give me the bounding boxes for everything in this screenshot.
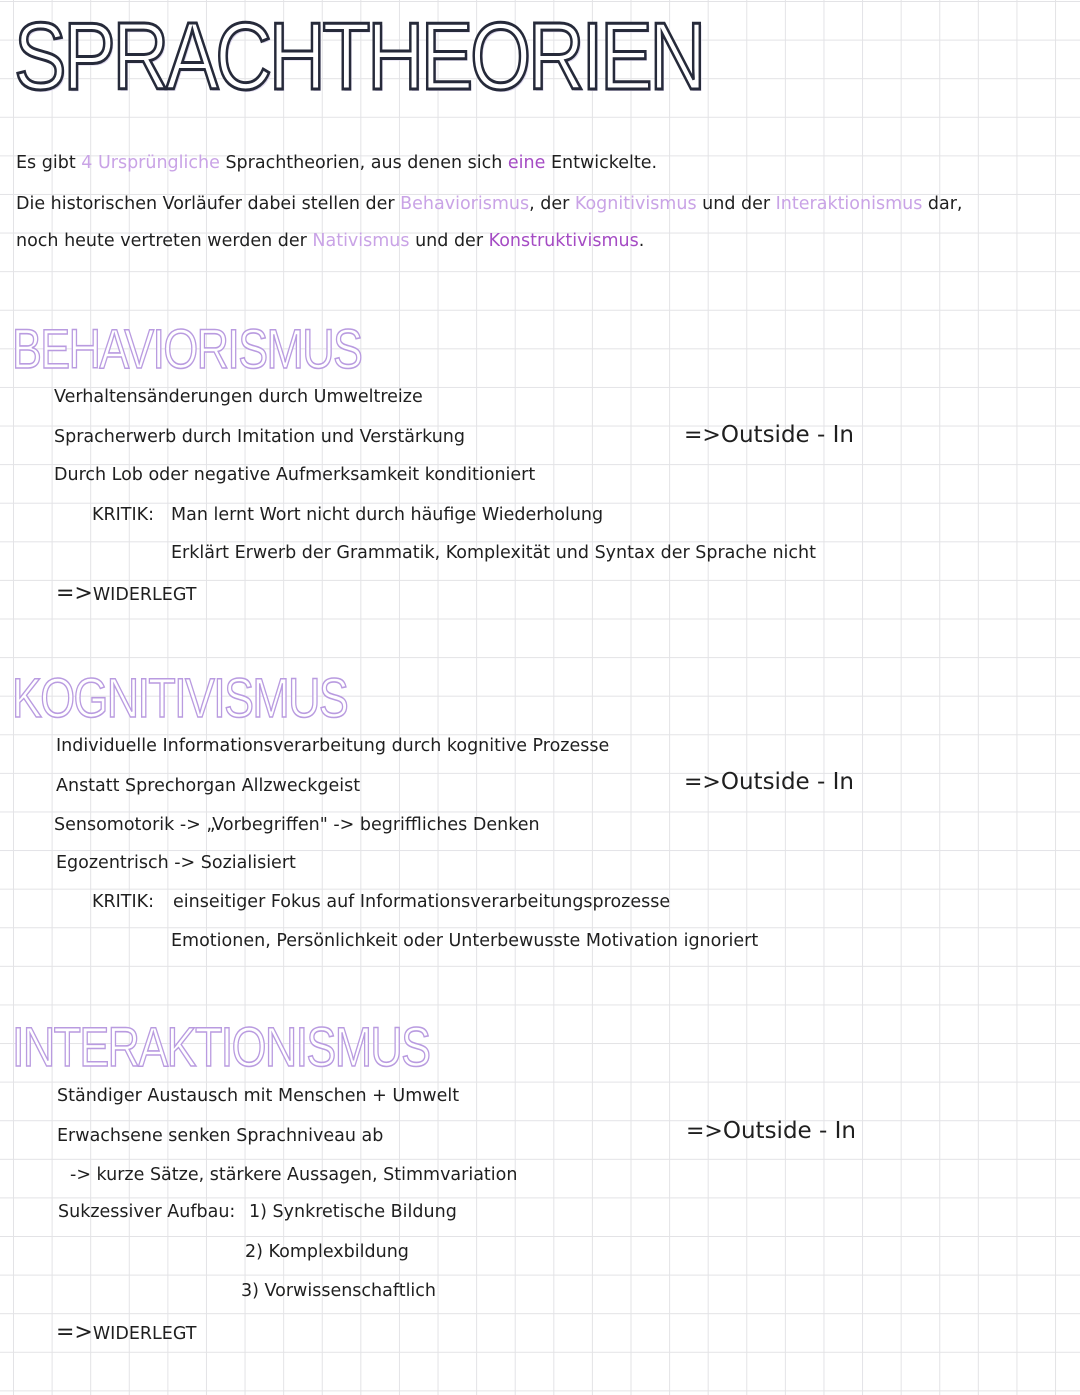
arrow-icon: => <box>56 581 93 606</box>
outside-in-tag <box>686 1118 856 1144</box>
arrow-icon: => <box>684 423 721 448</box>
arrow-icon: => <box>684 770 721 795</box>
intro-highlight: Interaktionismus <box>775 194 923 214</box>
intro-text: und der <box>409 231 489 251</box>
list-item: Durch Lob oder negative Aufmerksamkeit konditioniert <box>54 465 536 485</box>
aufbau-item: 1) Synkretische Bildung <box>249 1202 457 1222</box>
kritik-item: Erklärt Erwerb der Grammatik, Komplexität und Syntax der Sprache nicht <box>171 543 816 563</box>
intro-highlight: eine <box>507 153 546 173</box>
list-item: Anstatt Sprechorgan Allzweckgeist <box>56 776 361 796</box>
list-item: Spracherwerb durch Imitation und Verstärkung <box>54 427 465 447</box>
tag-text: Outside - In <box>720 769 854 795</box>
intro-line-1 <box>16 153 657 173</box>
list-item: Sensomotorik -> „Vorbegriffen" -> begriffliches Denken <box>54 815 540 835</box>
list-item: Verhaltensänderungen durch Umweltreize <box>54 387 423 407</box>
intro-highlight: Konstruktivismus <box>488 231 639 251</box>
intro-text: Sprachtheorien, aus denen sich <box>219 153 508 173</box>
intro-highlight: Kognitivismus <box>574 194 697 214</box>
conclusion <box>56 581 196 606</box>
intro-line-3 <box>16 231 644 251</box>
section-heading-interaktionismus: INTERAKTIONISMUS <box>12 1015 430 1078</box>
section-heading-behaviorismus: BEHAVIORISMUS <box>12 317 362 380</box>
outside-in-tag <box>684 769 854 795</box>
conclusion-text: WIDERLEGT <box>92 585 197 605</box>
aufbau-item: 3) Vorwissenschaftlich <box>241 1281 437 1301</box>
aufbau-label: Sukzessiver Aufbau: <box>58 1202 236 1222</box>
aufbau-item: 2) Komplexbildung <box>245 1242 409 1262</box>
kritik-label: KRITIK: <box>92 892 155 912</box>
intro-text: noch heute vertreten werden der <box>16 231 313 251</box>
intro-highlight: Behaviorismus <box>400 194 530 214</box>
intro-text: , der <box>529 194 575 214</box>
kritik-label: KRITIK: <box>92 505 155 525</box>
intro-text: und der <box>696 194 776 214</box>
section-heading-kognitivismus: KOGNITIVISMUS <box>12 666 348 729</box>
arrow-icon: => <box>56 1320 93 1345</box>
kritik-item: Man lernt Wort nicht durch häufige Wiederholung <box>171 505 604 525</box>
conclusion <box>56 1320 196 1345</box>
intro-text: dar, <box>922 194 963 214</box>
outside-in-tag <box>684 422 854 448</box>
intro-text: . <box>638 231 645 251</box>
arrow-icon: => <box>686 1119 723 1144</box>
list-item: Individuelle Informationsverarbeitung durch kognitive Prozesse <box>56 736 610 756</box>
kritik-item: einseitiger Fokus auf Informationsverarbeitungsprozesse <box>173 892 671 912</box>
tag-text: Outside - In <box>722 1118 856 1144</box>
list-item: -> kurze Sätze, stärkere Aussagen, Stimmvariation <box>70 1165 518 1185</box>
intro-line-2 <box>16 194 963 214</box>
intro-text: Entwickelte. <box>545 153 658 173</box>
tag-text: Outside - In <box>720 422 854 448</box>
conclusion-text: WIDERLEGT <box>92 1324 197 1344</box>
page-title: SPRACHTHEORIEN <box>14 3 703 110</box>
list-item: Ständiger Austausch mit Menschen + Umwelt <box>57 1086 460 1106</box>
list-item: Egozentrisch -> Sozialisiert <box>56 853 296 873</box>
intro-text: Es gibt <box>16 153 82 173</box>
list-item: Erwachsene senken Sprachniveau ab <box>57 1126 384 1146</box>
intro-highlight: Nativismus <box>312 231 410 251</box>
kritik-item: Emotionen, Persönlichkeit oder Unterbewusste Motivation ignoriert <box>171 931 759 951</box>
intro-text: Die historischen Vorläufer dabei stellen der <box>16 194 401 214</box>
intro-highlight: 4 Ursprüngliche <box>81 153 220 173</box>
